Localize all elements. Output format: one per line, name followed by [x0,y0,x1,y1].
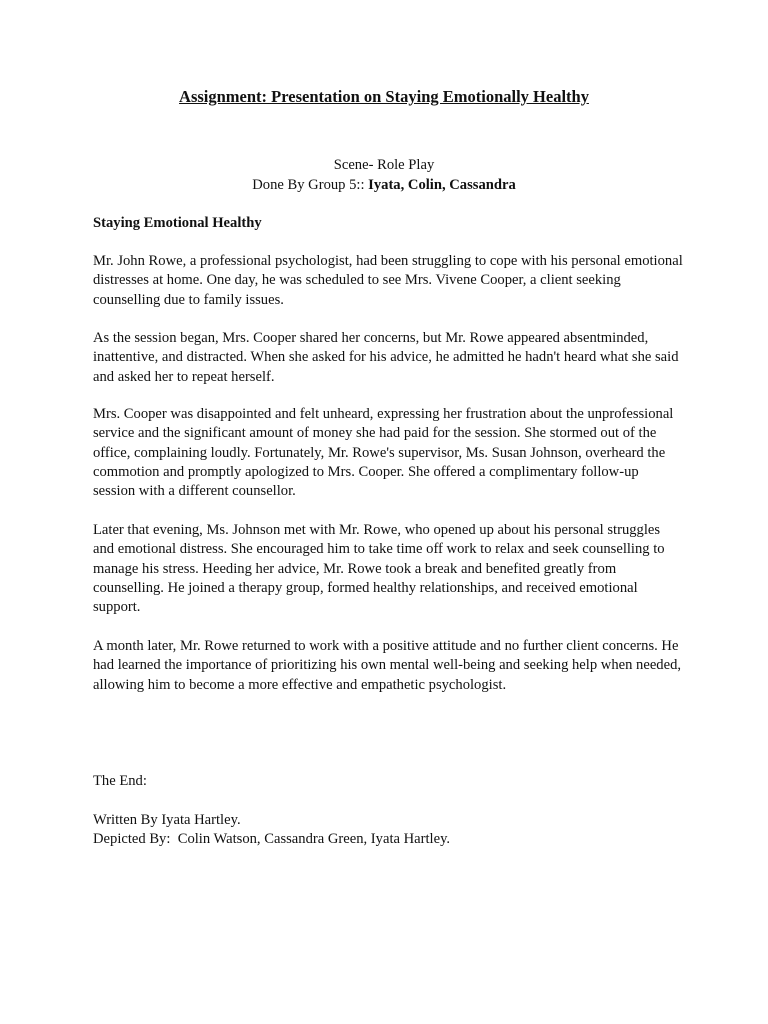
the-end-line: The End: [93,773,147,789]
group-line [0,175,768,195]
scene-line: Scene- Role Play [333,157,435,173]
section-heading: Staying Emotional Healthy [93,215,262,231]
paragraph-5: A month later, Mr. Rowe returned to work with a positive attitude and no further client concerns. He had learned the importance of prioritizing his own mental well-being and seeking help when needed, allowing him to become a more effective and empathetic psychologist. [93,638,682,693]
paragraph-4: Later that evening, Ms. Johnson met with Mr. Rowe, who opened up about his personal struggles and emotional distress. She encouraged him to take time off work to relax and seek counselling to manage his stress. Heeding her advice, Mr. Rowe took a break and benefited greatly from counselling. He joined a therapy group, formed healthy relationships, and received emotional support. [93,522,665,616]
paragraph-1: Mr. John Rowe, a professional psychologist, had been struggling to cope with his personal emotional distresses at home. One day, he was scheduled to see Mrs. Vivene Cooper, a client seeking counselling due to family issues. [93,253,683,308]
paragraph-2: As the session began, Mrs. Cooper shared her concerns, but Mr. Rowe appeared absentminded, inattentive, and distracted. When she asked for his advice, he admitted he hadn't heard what she said and asked her to repeat herself. [93,330,679,385]
group-prefix: Done By Group 5:: [252,177,369,193]
group-members: Iyata, Colin, Cassandra [368,177,516,193]
paragraph-3: Mrs. Cooper was disappointed and felt unheard, expressing her frustration about the unprofessional service and the significant amount of money she had paid for the session. She stormed out of the office, complaining loudly. Fortunately, Mr. Rowe's supervisor, Ms. Susan Johnson, overheard the commotion and promptly apologized to Mrs. Cooper. She offered a complimentary follow-up session with a different counsellor. [93,406,674,500]
written-by-line: Written By Iyata Hartley. [93,812,241,828]
document-title: Assignment: Presentation on Staying Emotionally Healthy [179,87,589,106]
depicted-by-line: Depicted By: Colin Watson, Cassandra Green, Iyata Hartley. [93,831,451,847]
